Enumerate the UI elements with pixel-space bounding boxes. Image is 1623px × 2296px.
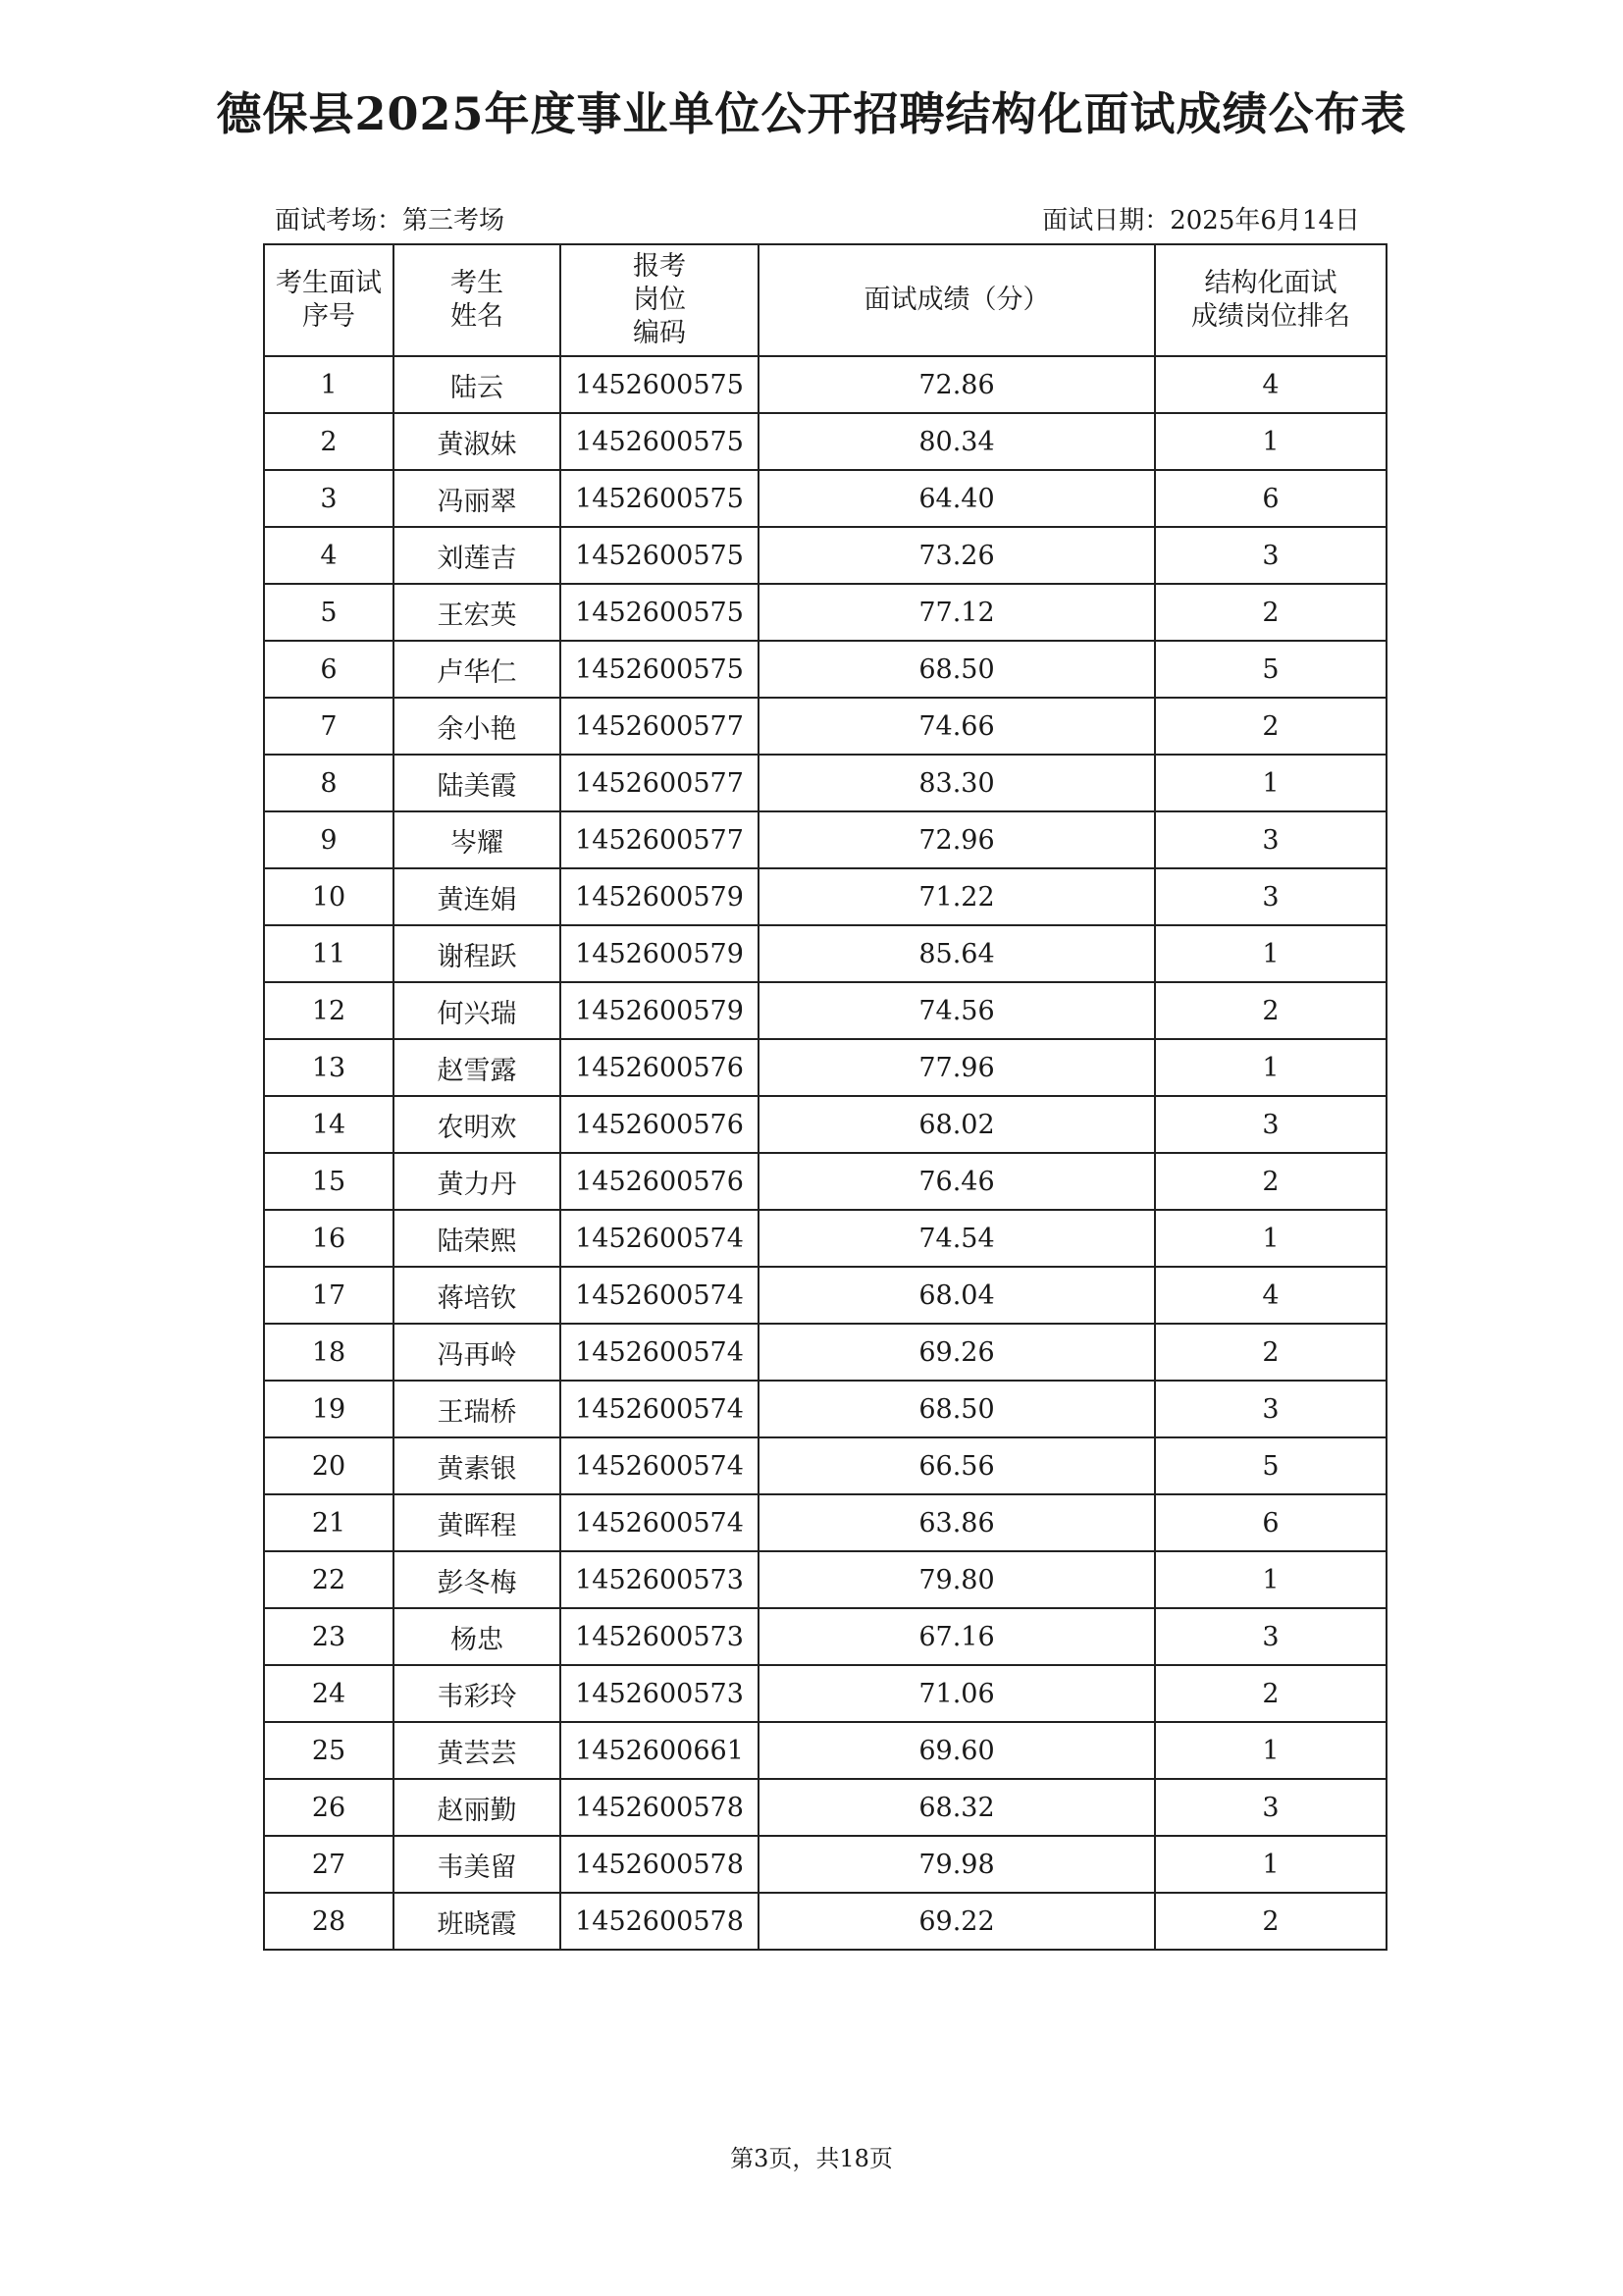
cell-score: 64.40 bbox=[759, 470, 1155, 527]
table-row bbox=[264, 1381, 1387, 1437]
meta-row bbox=[275, 200, 1360, 239]
cell-seq: 26 bbox=[264, 1779, 393, 1836]
table-row bbox=[264, 755, 1387, 811]
table-row bbox=[264, 1494, 1387, 1551]
table-row bbox=[264, 584, 1387, 641]
cell-rank: 1 bbox=[1155, 1039, 1387, 1096]
cell-score: 74.54 bbox=[759, 1210, 1155, 1267]
cell-post-code: 1452600579 bbox=[560, 925, 759, 982]
cell-rank: 6 bbox=[1155, 470, 1387, 527]
cell-name: 杨忠 bbox=[393, 1608, 560, 1665]
cell-seq: 5 bbox=[264, 584, 393, 641]
cell-rank: 3 bbox=[1155, 868, 1387, 925]
cell-rank: 4 bbox=[1155, 1267, 1387, 1324]
cell-seq: 19 bbox=[264, 1381, 393, 1437]
cell-name: 黄晖程 bbox=[393, 1494, 560, 1551]
cell-name: 黄力丹 bbox=[393, 1153, 560, 1210]
cell-post-code: 1452600578 bbox=[560, 1836, 759, 1893]
table-row bbox=[264, 925, 1387, 982]
cell-name: 班晓霞 bbox=[393, 1893, 560, 1950]
cell-name: 余小艳 bbox=[393, 698, 560, 755]
cell-seq: 23 bbox=[264, 1608, 393, 1665]
cell-name: 韦美留 bbox=[393, 1836, 560, 1893]
cell-post-code: 1452600573 bbox=[560, 1551, 759, 1608]
cell-seq: 18 bbox=[264, 1324, 393, 1381]
cell-seq: 16 bbox=[264, 1210, 393, 1267]
cell-seq: 12 bbox=[264, 982, 393, 1039]
cell-score: 80.34 bbox=[759, 413, 1155, 470]
cell-rank: 6 bbox=[1155, 1494, 1387, 1551]
cell-rank: 1 bbox=[1155, 755, 1387, 811]
header-score: 面试成绩（分） bbox=[759, 244, 1155, 356]
cell-seq: 22 bbox=[264, 1551, 393, 1608]
cell-name: 赵丽勤 bbox=[393, 1779, 560, 1836]
cell-post-code: 1452600578 bbox=[560, 1779, 759, 1836]
table-row bbox=[264, 1153, 1387, 1210]
cell-post-code: 1452600579 bbox=[560, 868, 759, 925]
cell-seq: 27 bbox=[264, 1836, 393, 1893]
cell-score: 68.50 bbox=[759, 641, 1155, 698]
cell-name: 冯丽翠 bbox=[393, 470, 560, 527]
cell-seq: 15 bbox=[264, 1153, 393, 1210]
cell-score: 76.46 bbox=[759, 1153, 1155, 1210]
cell-post-code: 1452600661 bbox=[560, 1722, 759, 1779]
cell-post-code: 1452600574 bbox=[560, 1267, 759, 1324]
cell-rank: 2 bbox=[1155, 1665, 1387, 1722]
cell-post-code: 1452600574 bbox=[560, 1381, 759, 1437]
page-title: 德保县2025年度事业单位公开招聘结构化面试成绩公布表 bbox=[216, 87, 1407, 140]
cell-post-code: 1452600574 bbox=[560, 1210, 759, 1267]
cell-rank: 5 bbox=[1155, 1437, 1387, 1494]
date-label: 面试日期：2025年6月14日 bbox=[1042, 206, 1360, 235]
cell-rank: 3 bbox=[1155, 811, 1387, 868]
cell-rank: 2 bbox=[1155, 1153, 1387, 1210]
table-row bbox=[264, 413, 1387, 470]
cell-seq: 2 bbox=[264, 413, 393, 470]
cell-post-code: 1452600575 bbox=[560, 641, 759, 698]
table-row bbox=[264, 698, 1387, 755]
cell-post-code: 1452600575 bbox=[560, 413, 759, 470]
cell-seq: 28 bbox=[264, 1893, 393, 1950]
table-row bbox=[264, 1779, 1387, 1836]
venue-label: 面试考场：第三考场 bbox=[275, 206, 505, 235]
cell-rank: 1 bbox=[1155, 1551, 1387, 1608]
cell-score: 68.50 bbox=[759, 1381, 1155, 1437]
cell-post-code: 1452600574 bbox=[560, 1324, 759, 1381]
cell-seq: 6 bbox=[264, 641, 393, 698]
cell-name: 王瑞桥 bbox=[393, 1381, 560, 1437]
cell-seq: 4 bbox=[264, 527, 393, 584]
cell-post-code: 1452600573 bbox=[560, 1608, 759, 1665]
cell-name: 黄素银 bbox=[393, 1437, 560, 1494]
cell-name: 韦彩玲 bbox=[393, 1665, 560, 1722]
cell-post-code: 1452600574 bbox=[560, 1437, 759, 1494]
cell-score: 72.86 bbox=[759, 356, 1155, 413]
cell-seq: 10 bbox=[264, 868, 393, 925]
cell-rank: 2 bbox=[1155, 982, 1387, 1039]
cell-score: 69.22 bbox=[759, 1893, 1155, 1950]
cell-post-code: 1452600578 bbox=[560, 1893, 759, 1950]
cell-rank: 2 bbox=[1155, 584, 1387, 641]
header-post-code: 报考 岗位 编码 bbox=[560, 244, 759, 356]
cell-post-code: 1452600579 bbox=[560, 982, 759, 1039]
cell-name: 岑耀 bbox=[393, 811, 560, 868]
cell-rank: 1 bbox=[1155, 1210, 1387, 1267]
cell-rank: 1 bbox=[1155, 413, 1387, 470]
cell-seq: 7 bbox=[264, 698, 393, 755]
cell-name: 王宏英 bbox=[393, 584, 560, 641]
cell-rank: 2 bbox=[1155, 1324, 1387, 1381]
header-seq: 考生面试 序号 bbox=[264, 244, 393, 356]
cell-rank: 2 bbox=[1155, 1893, 1387, 1950]
table-row bbox=[264, 982, 1387, 1039]
cell-seq: 24 bbox=[264, 1665, 393, 1722]
cell-seq: 3 bbox=[264, 470, 393, 527]
cell-name: 黄连娟 bbox=[393, 868, 560, 925]
cell-post-code: 1452600577 bbox=[560, 698, 759, 755]
cell-name: 黄淑妹 bbox=[393, 413, 560, 470]
table-row bbox=[264, 1096, 1387, 1153]
cell-score: 63.86 bbox=[759, 1494, 1155, 1551]
header-rank: 结构化面试 成绩岗位排名 bbox=[1155, 244, 1387, 356]
table-row bbox=[264, 641, 1387, 698]
cell-post-code: 1452600575 bbox=[560, 356, 759, 413]
table-row bbox=[264, 470, 1387, 527]
cell-name: 彭冬梅 bbox=[393, 1551, 560, 1608]
cell-rank: 2 bbox=[1155, 698, 1387, 755]
cell-name: 赵雪露 bbox=[393, 1039, 560, 1096]
table-row bbox=[264, 811, 1387, 868]
cell-score: 79.98 bbox=[759, 1836, 1155, 1893]
cell-seq: 9 bbox=[264, 811, 393, 868]
cell-score: 69.26 bbox=[759, 1324, 1155, 1381]
cell-seq: 25 bbox=[264, 1722, 393, 1779]
cell-score: 73.26 bbox=[759, 527, 1155, 584]
cell-seq: 21 bbox=[264, 1494, 393, 1551]
table-row bbox=[264, 1551, 1387, 1608]
cell-name: 冯再岭 bbox=[393, 1324, 560, 1381]
cell-seq: 14 bbox=[264, 1096, 393, 1153]
score-table bbox=[263, 243, 1387, 1951]
cell-post-code: 1452600574 bbox=[560, 1494, 759, 1551]
cell-post-code: 1452600576 bbox=[560, 1153, 759, 1210]
table-row bbox=[264, 1608, 1387, 1665]
cell-score: 66.56 bbox=[759, 1437, 1155, 1494]
cell-name: 卢华仁 bbox=[393, 641, 560, 698]
cell-post-code: 1452600575 bbox=[560, 527, 759, 584]
cell-seq: 11 bbox=[264, 925, 393, 982]
table-row bbox=[264, 1722, 1387, 1779]
cell-seq: 8 bbox=[264, 755, 393, 811]
cell-name: 陆美霞 bbox=[393, 755, 560, 811]
cell-rank: 1 bbox=[1155, 1722, 1387, 1779]
cell-score: 77.12 bbox=[759, 584, 1155, 641]
cell-score: 68.32 bbox=[759, 1779, 1155, 1836]
cell-seq: 20 bbox=[264, 1437, 393, 1494]
cell-rank: 3 bbox=[1155, 1779, 1387, 1836]
table-row bbox=[264, 868, 1387, 925]
table-row bbox=[264, 1437, 1387, 1494]
cell-name: 谢程跃 bbox=[393, 925, 560, 982]
cell-name: 刘莲吉 bbox=[393, 527, 560, 584]
table-row bbox=[264, 1210, 1387, 1267]
table-header-row bbox=[264, 244, 1387, 356]
cell-post-code: 1452600575 bbox=[560, 584, 759, 641]
cell-rank: 3 bbox=[1155, 1381, 1387, 1437]
cell-score: 72.96 bbox=[759, 811, 1155, 868]
cell-post-code: 1452600576 bbox=[560, 1039, 759, 1096]
cell-rank: 3 bbox=[1155, 1608, 1387, 1665]
cell-name: 何兴瑞 bbox=[393, 982, 560, 1039]
cell-seq: 13 bbox=[264, 1039, 393, 1096]
cell-score: 71.06 bbox=[759, 1665, 1155, 1722]
cell-name: 陆云 bbox=[393, 356, 560, 413]
table-row bbox=[264, 527, 1387, 584]
cell-score: 85.64 bbox=[759, 925, 1155, 982]
cell-score: 74.66 bbox=[759, 698, 1155, 755]
cell-score: 79.80 bbox=[759, 1551, 1155, 1608]
table-row bbox=[264, 1836, 1387, 1893]
cell-post-code: 1452600577 bbox=[560, 811, 759, 868]
cell-score: 77.96 bbox=[759, 1039, 1155, 1096]
cell-rank: 4 bbox=[1155, 356, 1387, 413]
cell-name: 黄芸芸 bbox=[393, 1722, 560, 1779]
cell-score: 69.60 bbox=[759, 1722, 1155, 1779]
table-row bbox=[264, 356, 1387, 413]
cell-score: 68.04 bbox=[759, 1267, 1155, 1324]
cell-rank: 5 bbox=[1155, 641, 1387, 698]
table-row bbox=[264, 1324, 1387, 1381]
cell-name: 蒋培钦 bbox=[393, 1267, 560, 1324]
cell-rank: 3 bbox=[1155, 1096, 1387, 1153]
cell-rank: 3 bbox=[1155, 527, 1387, 584]
table-row bbox=[264, 1893, 1387, 1950]
header-name: 考生 姓名 bbox=[393, 244, 560, 356]
table-row bbox=[264, 1039, 1387, 1096]
cell-post-code: 1452600575 bbox=[560, 470, 759, 527]
cell-score: 68.02 bbox=[759, 1096, 1155, 1153]
cell-score: 83.30 bbox=[759, 755, 1155, 811]
cell-rank: 1 bbox=[1155, 925, 1387, 982]
cell-rank: 1 bbox=[1155, 1836, 1387, 1893]
cell-score: 67.16 bbox=[759, 1608, 1155, 1665]
table-row bbox=[264, 1267, 1387, 1324]
cell-post-code: 1452600573 bbox=[560, 1665, 759, 1722]
table-body bbox=[264, 356, 1387, 1950]
cell-name: 农明欢 bbox=[393, 1096, 560, 1153]
cell-seq: 17 bbox=[264, 1267, 393, 1324]
cell-post-code: 1452600576 bbox=[560, 1096, 759, 1153]
page-footer: 第3页，共18页 bbox=[730, 2145, 893, 2172]
cell-score: 71.22 bbox=[759, 868, 1155, 925]
table-row bbox=[264, 1665, 1387, 1722]
cell-name: 陆荣熙 bbox=[393, 1210, 560, 1267]
cell-seq: 1 bbox=[264, 356, 393, 413]
cell-score: 74.56 bbox=[759, 982, 1155, 1039]
cell-post-code: 1452600577 bbox=[560, 755, 759, 811]
